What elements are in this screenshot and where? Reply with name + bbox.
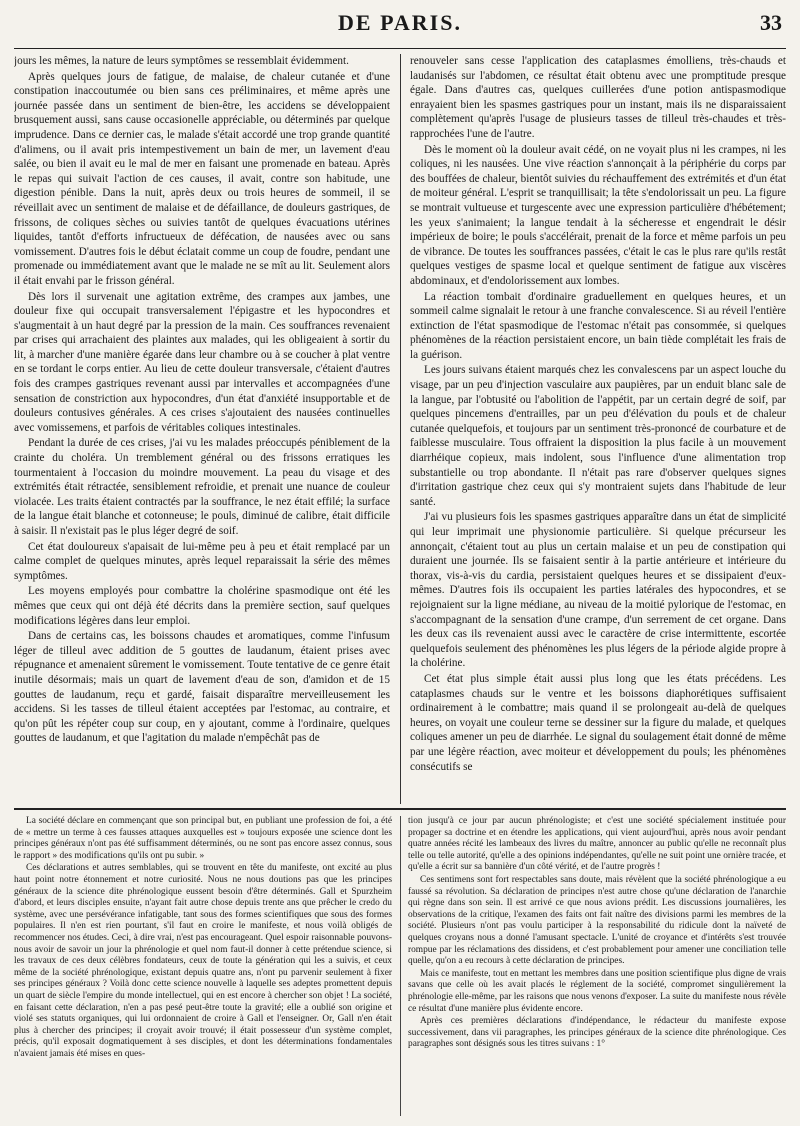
paragraph: Dès lors il survenait une agitation extrême, des crampes aux jambes, une douleur fixe qui occupait transversalement l'épigastre et les hypocondres et s'augmentait à un haut degré par la pression de la main. Ces souffrances revenaient par crises qui arrachaient des plaintes aux malades, qui les obligeaient à sortir du lit, à marcher d'une manière égarée dans leur chambre ou à se coucher à plat ventre en se tordant le corps entier. Au lieu de cette douleur transversale, c'étaient d'autres fois des crampes gastriques revenant aussi par intervalles et accompagnées d'une sensation de constriction aux hypocondres, d'un état d'anxiété insupportable et de douleurs contusives générales. A ces crises s'ajoutaient des nausées continuelles avec vomissemens, et parfois de véritables coliques intestinales. [14, 290, 390, 434]
feuilleton-column-left [14, 816, 392, 1116]
paragraph: Après quelques jours de fatigue, de malaise, de chaleur cutanée et d'une constipation inaccoutumée ou bien sans ces préliminaires, et même après une journée passée dans un sentiment de bien-être, les accidens se développaient brusquement aussi, sans cause occasionelle appréciable, ou déterminés par quelque imprudence. Dans ce dernier cas, le malade s'était accordé une trop grande quantité d'alimens, ou il avait pris intempestivement un bain de mer, un lavement d'eau salée, ou bien il avait eu le mal de mer en faisant une promenade en bateau. Après le repas qui suivait l'action de ces causes, il avait, contre son habitude, une digestion pénible. Dans la nuit, après deux ou trois heures de sommeil, il se réveillait avec un sentiment de malaise et de défaillance, de douleurs gastriques, de frissons, de coliques sèches ou suivies tantôt de quelques évacuations utérines liquides, tantôt d'efforts infructueux de défécation, de nausées avec ou sans vomissement. D'autres fois le début éclatait comme un coup de foudre, pendant une promenade ou immédiatement avant que le malade ne se mît au lit. Seulement alors il était envahi par le frisson général. [14, 70, 390, 287]
paragraph: La société déclare en commençant que son principal but, en publiant une profession de foi, a été de « mettre un terme à ces fausses attaques auxquelles est » toujours exposée une science dont les principes généraux n'ont pas été suffisamment déterminés, ou ne sont pas encore assez connus, sous le rapport » des modifications qu'ils ont pu subir. » [14, 816, 392, 861]
running-title: DE PARIS. [338, 10, 462, 35]
paragraph: Après ces premières déclarations d'indépendance, le rédacteur du manifeste expose successivement, dans vii paragraphes, les principes généraux de la science dite phrénologique. Ces paragraphes sont désignés sous les titres suivans : 1° [408, 1016, 786, 1050]
paragraph: J'ai vu plusieurs fois les spasmes gastriques apparaître dans un état de simplicité qui leur imprimait une physionomie particulière. Si quelque précurseur les annonçait, c'étaient tout au plus un certain malaise et un peu de constipation qui duraient une journée. Ils se faisaient sentir à la partie antérieure et intérieure du thorax, vis-à-vis du cardia, persistaient quelques heures et se dissipaient d'eux-mêmes. D'autres fois ils occupaient les parties latérales des hypocondres, et se rejoignaient sur la ligne médiane, au niveau de la moitié pylorique de l'estomac, en s'accompagnant de la sensation d'une crampe, d'un serrement de cet organe. Dans les deux cas ils revenaient aussi avec le caractère de crise intermittente, escortée quelquefois seulement des phénomènes les plus légers de la période algide propre à la cholérine. [410, 511, 786, 670]
feuilleton-divider [14, 808, 786, 810]
paragraph: Dès le moment où la douleur avait cédé, on ne voyait plus ni les crampes, ni les coliques, ni les nausées. Une vive réaction s'annonçait à la périphérie du corps par des bouffées de chaleur, bientôt suivies du réchauffement des extrémités et d'un état de moiteur général. L'esprit se tranquillisait; la tête s'endolorissait un peu. La figure se montrait vultueuse et turgescente avec une expression particulière d'hébétement; les yeux s'animaient; la langue tendait à la sécheresse et engendrait le désir impérieux de boire; le pouls s'accélérait, prenait de la force et même parfois un peu de vibrance. De toutes les souffrances passées, c'était le cas le plus rare qu'ils restât quelques vestiges de spasme local et quelque sentiment de fatigue aux viscères abdominaux, et d'endolorissement aux lombes. [410, 143, 786, 287]
paragraph: Dans de certains cas, les boissons chaudes et aromatiques, comme l'infusum léger de tilleul avec addition de 5 gouttes de laudanum, étaient prises avec répugnance et amenaient sûrement le vomissement. Toute tentative de ce genre était inutile désormais; mais un quart de lavement d'eau de son, d'amidon et de 15 gouttes de laudanum, reçu et gardé, faisait disparaître merveilleusement les accidens. Si les tasses de tilleul étaient acceptées par l'estomac, au contraire, et qu'on pût les répéter coup sur coup, en y ajoutant, comme à l'ordinaire, quelques gouttes de laudanum, et que l'agitation du malade n'empêchât pas de [14, 630, 390, 745]
paragraph: jours les mêmes, la nature de leurs symptômes se ressemblait évidemment. [14, 55, 349, 67]
page-number: 33 [760, 10, 782, 35]
main-column-right [410, 54, 786, 804]
paragraph: Cet état plus simple était aussi plus long que les états précédens. Les cataplasmes chauds sur le ventre et les boissons diaphorétiques suffisaient ordinairement à le combattre; mais quand il se prolongeait au-delà de quelques heures, on voyait une couleur terne se dessiner sur la figure du malade, et quelques coliques amener un peu de diarrhée. Le signal du soulagement était donné de même par une légère réaction, avec moiteur et développement du pouls; les phénomènes consécutifs se [410, 672, 786, 773]
feuilleton-column-right [408, 816, 786, 1116]
paragraph: Cet état douloureux s'apaisait de lui-même peu à peu et était remplacé par un calme complet de quelques minutes, après lequel reparaissait la série des mêmes symptômes. [14, 540, 390, 582]
column-divider [400, 54, 401, 804]
feuilleton-section [14, 816, 786, 1116]
paragraph: Pendant la durée de ces crises, j'ai vu les malades préoccupés péniblement de la crainte du choléra. Un tremblement général ou des frissons erratiques les tourmentaient à l'occasion du moindre mouvement. La peau du visage et des extrémités était rétractée, sensiblement refroidie, et prenait une nuance de couleur violacée. Les traits étaient contractés par la souffrance, le nez était effilé; la surface de la langue était blanche et cotonneuse; le pouls, diminué de calibre, était difficile à saisir. Il n'existait pas le plus léger degré de soif. [14, 437, 390, 537]
newspaper-page [14, 8, 786, 1120]
paragraph: Ces déclarations et autres semblables, qui se trouvent en tête du manifeste, ont excité au plus haut point notre étonnement et notre curiosité. Nous ne nous doutions pas que les principes généraux de la science dite phrénologique eussent besoin d'être déterminés. Gall et Spurzheim d'abord, et leurs disciples ensuite, n'ayant fait autre chose depuis trente ans que prêcher le credo du système, avec une persévérance infatigable, tant sous des formes scientifiques que sous des formes populaires. Il n'en est rien pourtant, s'il faut en croire le manifeste, et nous voilà obligés de recommencer nos études. Ceci, à dire vrai, n'est pas encourageant. Quel espoir raisonnable pouvons-nous avoir de savoir un jour la phrénologie et quel nom faut-il donner à cette prétendue science, si les travaux de ces deux célèbres fondateurs, ceux de toute la génération qui les a suivis, et ceux même de la société phrénologique, existant depuis quatre ans, n'ont pu parvenir seulement à fixer ses principes généraux ? Voilà donc cette science nouvelle à laquelle ses adeptes promettent depuis un quart de siècle l'empire du monde intellectuel, qui en est encore à chercher son objet ! La société, en faisant cette déclaration, n'en a pas pesé peut-être toute la gravité; elle a oublié son origine et violé ses statuts organiques, qui lui ordonnaient de croire à Gall et l'enseigner. Or, Gall n'en était plus à chercher des principes; il croyait avoir trouvé; il était possesseur d'un système complet, précis, qu'il exposait dogmatiquement à ses disciples, et dont les déterminations fondamentales n'avaient jamais été mises en ques- [14, 863, 392, 1059]
paragraph: Ces sentimens sont fort respectables sans doute, mais révèlent que la société phrénologique a eu faussé sa révolution. Sa déclaration de principes n'est autre chose qu'une déclaration de l'anarchie qui règne dans son sein. Il est arrivé ce que nous avions prédit. Les discussions journalières, les observations de la critique, l'examen des faits ont fait naître des divisions parmi les membres de la société. Plusieurs n'ont pas voulu participer à la responsabilité du ridicule dont la naïveté de quelques croyans nous a donné l'amusant spectacle. L'unité de croyance et d'intérêts s'est trouvée rompue par les réclamations des dissidens, et c'est probablement pour amener une conciliation telle quelle, qu'on a eu recours à cette déclaration de principes. [408, 874, 786, 967]
paragraph: Les moyens employés pour combattre la cholérine spasmodique ont été les mêmes que ceux qui ont déjà été décrits dans la première section, sauf quelques modifications légères dans leur emploi. [14, 585, 390, 627]
column-divider [400, 816, 401, 1116]
main-article [14, 54, 786, 804]
paragraph: La réaction tombait d'ordinaire graduellement en quelques heures, et un sommeil calme signalait le retour à une franche convalescence. Si au réveil l'entière extinction de l'état spasmodique de l'estomac n'était pas consommée, si quelques phénomènes de la réaction persistaient encore, un bain tiède complétait les frais de la guérison. [410, 290, 786, 361]
paragraph: tion jusqu'à ce jour par aucun phrénologiste; et c'est une société spécialement instituée pour propager sa doctrine et en étendre les applications, qui vient aujourd'hui, après nous avoir pendant quatre années récité les lambeaux des livres du maître, annoncer au public qu'elle ne reconnaît plus telle ou telle autorité, qu'elle a des opinions indépendantes, qu'elle ne suit point une ornière tracée, et qu'elle a écrit sur sa bannière d'un côté vérité, et de l'autre progrès ! [408, 816, 786, 873]
paragraph: Mais ce manifeste, tout en mettant les membres dans une position scientifique plus digne de vrais savans que celle où les avait placés le réglement de la société, compromet singulièrement la phrénologie elle-même, par les raisons que nous venons d'exposer. La suite du manifeste nous révèle ce résultat d'une manière plus évidente encore. [408, 968, 786, 1014]
paragraph: renouveler sans cesse l'application des cataplasmes émolliens, très-chauds et laudanisés sur l'abdomen, ce résultat était obtenu avec une promptitude presque égale. Dans d'autres cas, quelques cuillerées d'une potion antispasmodique enrayaient bien les spasmes gastriques pour un instant, mais ils ne disparaissaient complètement qu'après l'usage de plusieurs tasses de tilleul très-chaudes et très-rapprochées l'une de l'autre. [410, 55, 786, 140]
page-header [14, 8, 786, 49]
paragraph: Les jours suivans étaient marqués chez les convalescens par un aspect louche du visage, par un peu d'injection vasculaire aux paupières, par un enduit blanc sale de la langue, par l'obtusité ou l'abolition de l'appétit, par un certain degré de soif, par quelques pincemens d'entrailles, par un peu d'élévation du pouls et de chaleur cutanée quelquefois, et toujours par un sentiment très-prononcé de courbature et de faiblesse musculaire. Tous offraient la disposition la plus facile à un mouvement diarrhéique copieux, mais indolent, sous l'influence d'une alimentation trop substantielle ou trop abondante. Il n'était pas rare d'observer quelques signes d'irritation gastrique chez ceux qui s'y montraient sujets dans l'habitude de leur santé. [410, 364, 786, 508]
main-column-left [14, 54, 390, 804]
